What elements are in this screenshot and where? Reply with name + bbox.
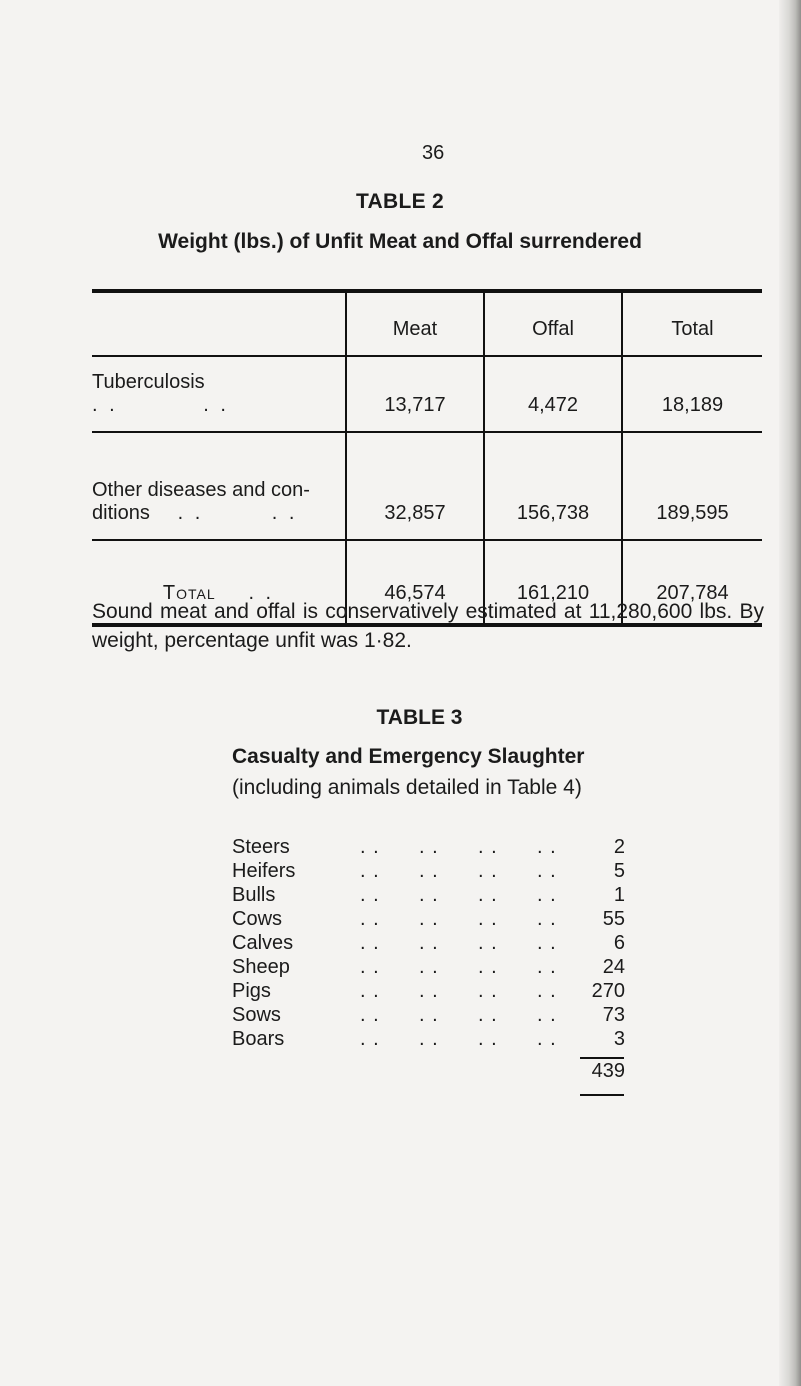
item-value: 5 <box>613 860 625 882</box>
table3-total: 439 <box>591 1060 625 1082</box>
item-value: 6 <box>613 932 625 954</box>
item-value: 1 <box>613 884 625 906</box>
cell-meat: 46,574 <box>346 540 484 625</box>
table3-caption: Casualty and Emergency Slaughter <box>232 745 585 768</box>
list-item <box>232 1027 625 1051</box>
item-value: 3 <box>613 1028 625 1050</box>
item-name: Heifers <box>232 860 296 882</box>
table2-header-row <box>92 291 762 356</box>
table3-list <box>232 835 625 1051</box>
item-name: Sheep <box>232 956 290 978</box>
table3-title: TABLE 3 <box>376 706 463 729</box>
table2-header-blank <box>92 291 346 356</box>
list-item <box>232 931 625 955</box>
row-label-line1: Other diseases and con- <box>92 479 310 501</box>
cell-meat: 32,857 <box>346 432 484 540</box>
item-name: Cows <box>232 908 283 930</box>
row-leader-dots: . . . . <box>92 394 229 416</box>
item-name: Steers <box>232 836 290 858</box>
cell-offal: 156,738 <box>484 432 622 540</box>
row-label-tuberculosis <box>92 356 346 432</box>
cell-meat: 13,717 <box>346 356 484 432</box>
leader-dots: . . . . . . . . <box>360 836 557 858</box>
item-name: Pigs <box>232 980 271 1002</box>
row-leader-dots: . . <box>248 582 275 604</box>
leader-dots: . . . . . . . . <box>360 860 557 882</box>
row-label-text: Tuberculosis <box>92 371 205 393</box>
item-value: 2 <box>613 836 625 858</box>
leader-dots: . . . . . . . . <box>360 1028 557 1050</box>
row-label-other-diseases <box>92 432 346 540</box>
leader-dots: . . . . . . . . <box>360 908 557 930</box>
item-value: 24 <box>602 956 625 978</box>
item-value: 270 <box>591 980 625 1002</box>
list-item <box>232 907 625 931</box>
list-item <box>232 859 625 883</box>
list-item <box>232 979 625 1003</box>
table2-title: TABLE 2 <box>355 190 445 213</box>
list-item <box>232 883 625 907</box>
cell-total: 18,189 <box>622 356 762 432</box>
table2-caption: Weight (lbs.) of Unfit Meat and Offal surrendered <box>158 230 642 253</box>
item-name: Bulls <box>232 884 276 906</box>
cell-offal: 4,472 <box>484 356 622 432</box>
leader-dots: . . . . . . . . <box>360 932 557 954</box>
table2-header-meat: Meat <box>346 291 484 356</box>
leader-dots: . . . . . . . . <box>360 1004 557 1026</box>
row-label-line2: ditions <box>92 502 150 524</box>
leader-dots: . . . . . . . . <box>360 884 557 906</box>
item-name: Boars <box>232 1028 285 1050</box>
total-rule-top <box>580 1057 624 1059</box>
table2-header-offal: Offal <box>484 291 622 356</box>
table-row <box>92 356 762 432</box>
row-leader-dots: . . . . <box>177 502 298 524</box>
table2-header-total: Total <box>622 291 762 356</box>
page-number: 36 <box>422 142 445 164</box>
cell-offal: 161,210 <box>484 540 622 625</box>
table-row <box>92 432 762 540</box>
cell-total: 207,784 <box>622 540 762 625</box>
leader-dots: . . . . . . . . <box>360 980 557 1002</box>
total-rule-bottom <box>580 1094 624 1096</box>
list-item <box>232 1003 625 1027</box>
table3-subcaption: (including animals detailed in Table 4) <box>232 776 582 799</box>
item-name: Calves <box>232 932 294 954</box>
cell-total: 189,595 <box>622 432 762 540</box>
table2 <box>92 289 762 627</box>
summary-paragraph: Sound meat and offal is conservatively estimated at 11,280,600 lbs. By weight, percentage unfit was 1·82. <box>92 600 764 652</box>
item-value: 73 <box>602 1004 625 1026</box>
item-name: Sows <box>232 1004 281 1026</box>
item-value: 55 <box>602 908 625 930</box>
leader-dots: . . . . . . . . <box>360 956 557 978</box>
list-item <box>232 835 625 859</box>
row-label-text: Total <box>162 582 216 604</box>
list-item <box>232 955 625 979</box>
